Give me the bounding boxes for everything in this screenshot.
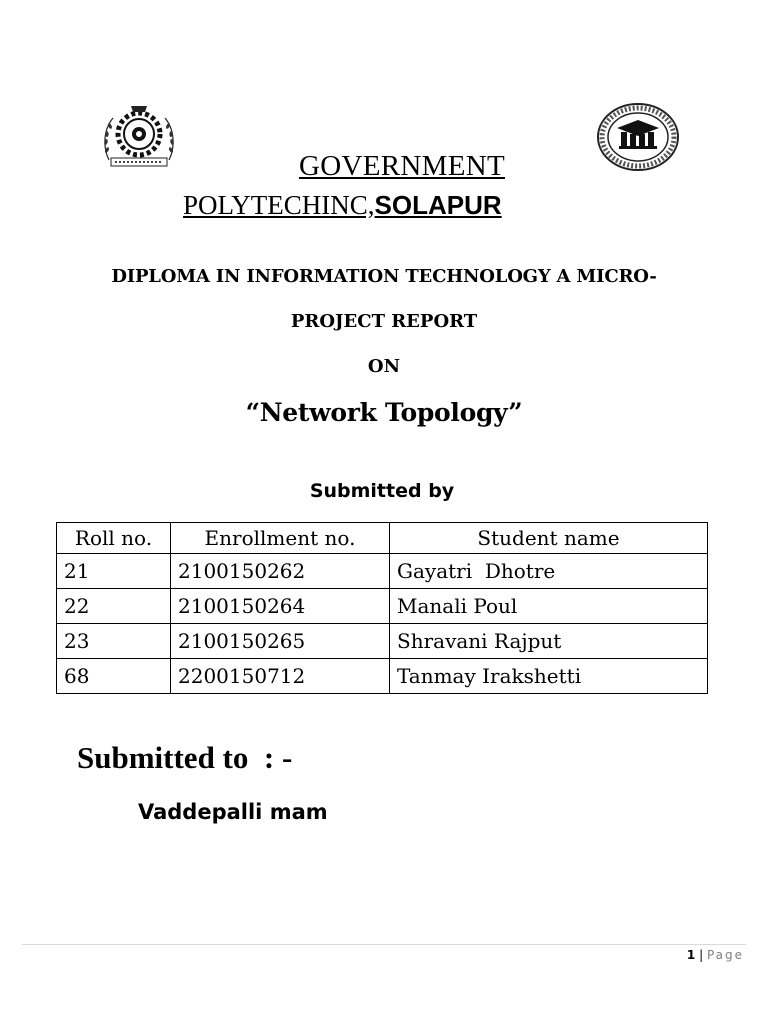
project-topic: “Network Topology” xyxy=(245,398,523,427)
enrollment-cell: 2200150712 xyxy=(171,659,390,694)
submitted-by-label: Submitted by xyxy=(309,480,455,502)
student-table xyxy=(56,522,708,694)
institution-name-line1: GOVERNMENT xyxy=(299,150,505,182)
page-footer xyxy=(687,948,744,962)
report-title-line2: PROJECT REPORT xyxy=(290,311,478,332)
column-header-enrollment: Enrollment no. xyxy=(171,523,390,554)
table-row xyxy=(57,554,708,589)
footer-separator: | xyxy=(699,948,704,962)
board-book-seal-logo xyxy=(595,102,681,172)
table-row xyxy=(57,589,708,624)
roll-cell: 23 xyxy=(57,624,171,659)
enrollment-cell: 2100150265 xyxy=(171,624,390,659)
column-header-name: Student name xyxy=(390,523,708,554)
enrollment-cell: 2100150264 xyxy=(171,589,390,624)
student-name-cell: Shravani Rajput xyxy=(390,624,708,659)
report-title-line1: DIPLOMA IN INFORMATION TECHNOLOGY A MICRO- xyxy=(111,266,657,287)
student-name-cell: Manali Poul xyxy=(390,589,708,624)
page-word: Page xyxy=(706,948,744,962)
guide-name: Vaddepalli mam xyxy=(138,800,328,824)
institution-city: SOLAPUR xyxy=(374,190,502,220)
roll-cell: 22 xyxy=(57,589,171,624)
report-title-line3: ON xyxy=(367,356,401,377)
roll-cell: 21 xyxy=(57,554,171,589)
college-gear-emblem-logo xyxy=(101,104,177,170)
table-header-row xyxy=(57,523,708,554)
column-header-roll: Roll no. xyxy=(57,523,171,554)
submitted-to-label: Submitted to : - xyxy=(77,740,293,775)
institution-name-line2 xyxy=(183,190,502,221)
institution-prefix: POLYTECHINC, xyxy=(183,190,375,220)
table-row xyxy=(57,659,708,694)
enrollment-cell: 2100150262 xyxy=(171,554,390,589)
student-name-cell: Gayatri Dhotre xyxy=(390,554,708,589)
page-number: 1 xyxy=(686,948,696,962)
footer-divider xyxy=(22,944,746,945)
student-name-cell: Tanmay Irakshetti xyxy=(390,659,708,694)
table-row xyxy=(57,624,708,659)
roll-cell: 68 xyxy=(57,659,171,694)
